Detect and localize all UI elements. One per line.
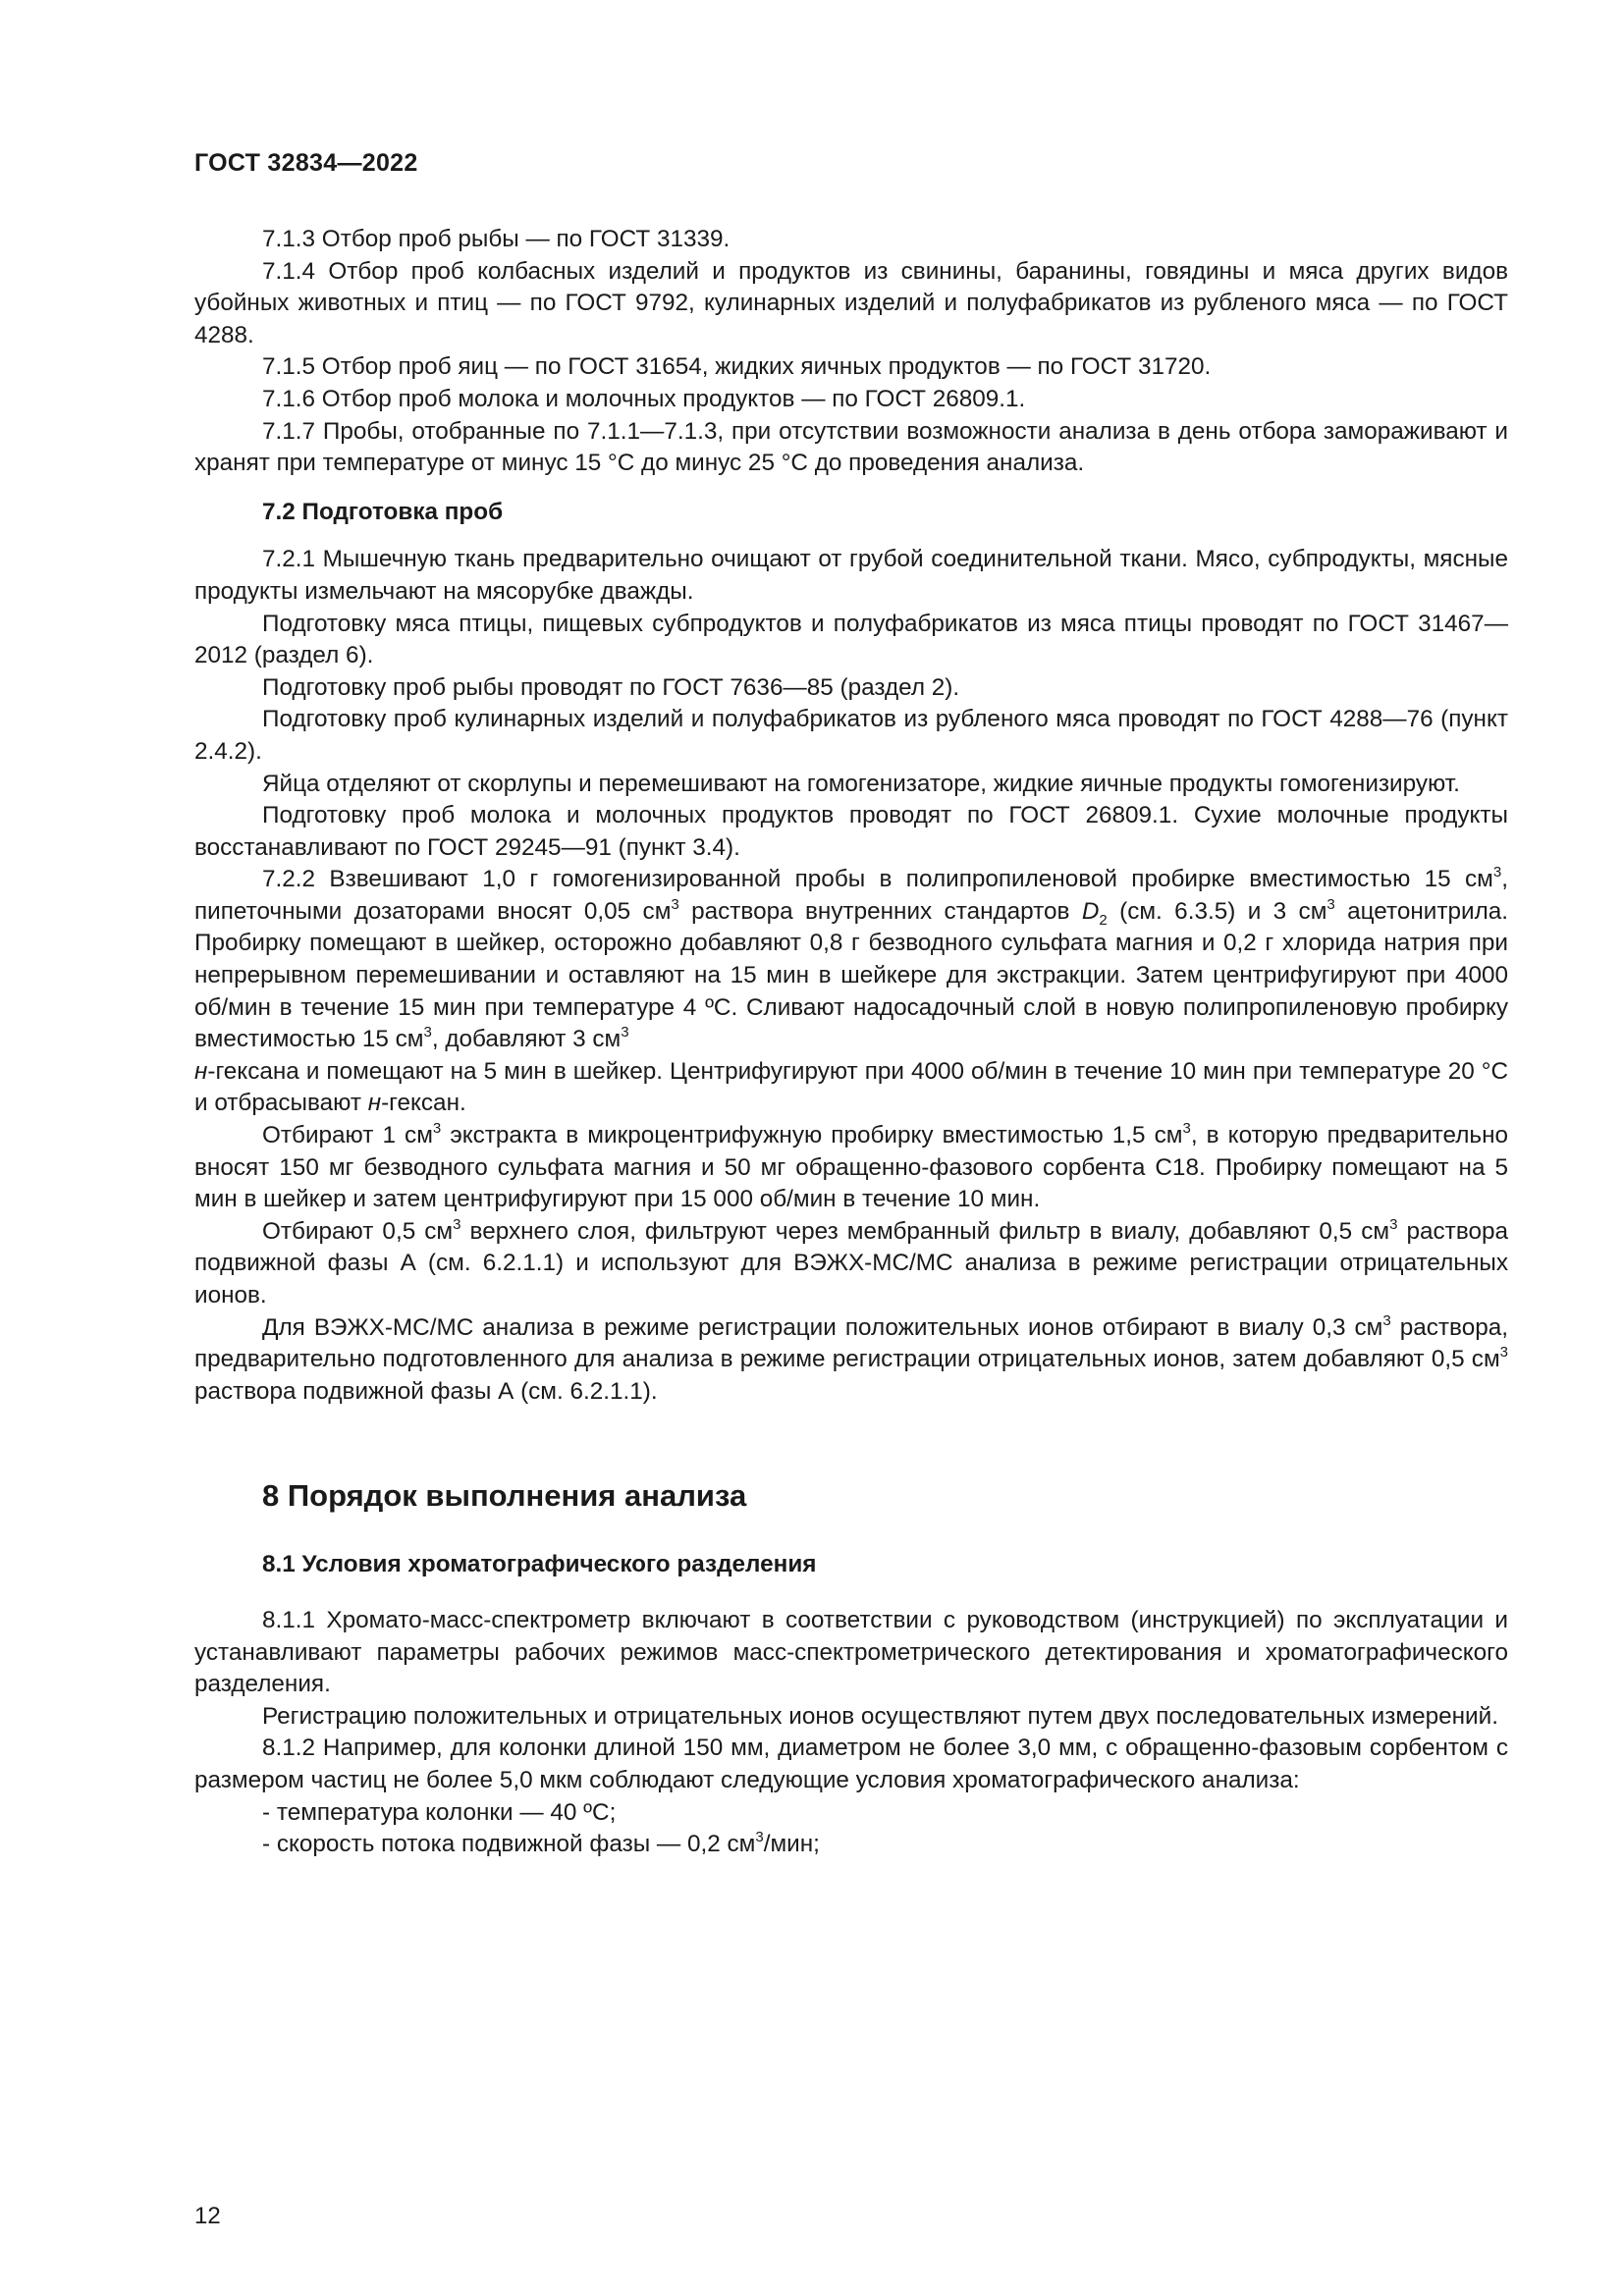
list-item-column-temperature: - температура колонки — 40 ºС; xyxy=(262,1798,617,1826)
clause-7-2-1: 7.2.1 Мышечную ткань предварительно очищают от грубой соединительной ткани. Мясо, субпродукты, мясные продукты измельчают на мясорубке дважды. xyxy=(194,546,1508,605)
list-item-flow-rate: - скорость потока подвижной фазы — 0,2 $см^3$/мин; xyxy=(262,1829,820,1858)
paragraph-eggs-prep: Яйца отделяют от скорлупы и перемешивают на гомогенизаторе, жидкие яичные продукты гомогенизируют. xyxy=(262,770,1460,797)
section-heading-8-1: 8.1 Условия хроматографического разделения xyxy=(262,1551,817,1578)
paragraph-poultry-prep: Подготовку мяса птицы, пищевых субпродуктов и полуфабрикатов из мяса птицы проводят по ГОСТ 31467—2012 (раздел 6). xyxy=(194,610,1508,669)
paragraph-milk-prep: Подготовку проб молока и молочных продуктов проводят по ГОСТ 26809.1. Сухие молочные продукты восстанавливают по ГОСТ 29245—91 (пункт 3.4). xyxy=(194,802,1508,861)
paragraph-positive-ions: Для ВЭЖХ-МС/МС анализа в режиме регистрации положительных ионов отбирают в виалу 0,3 $см^3$ раствора, предварительно подготовленного для анализа в режиме регистрации отрицательных ионов, затем добавляют 0,5 $см^3$ раствора подвижной фазы А (см. 6.2.1.1). xyxy=(194,1311,1508,1405)
clause-7-1-7: 7.1.7 Пробы, отобранные по 7.1.1—7.1.3, при отсутствии возможности анализа в день отбора замораживают и хранят при температуре от минус 15 °С до минус 25 °С до проведения анализа. xyxy=(194,417,1508,477)
document-body xyxy=(194,224,1508,1861)
section-heading-7-2: 7.2 Подготовка проб xyxy=(262,498,504,525)
paragraph-fish-prep: Подготовку проб рыбы проводят по ГОСТ 7636—85 (раздел 2). xyxy=(262,673,960,701)
clause-7-1-4: 7.1.4 Отбор проб колбасных изделий и продуктов из свинины, баранины, говядины и мяса других видов убойных животных и птиц — по ГОСТ 9792, кулинарных изделий и полуфабрикатов из рубленого мяса — по ГОСТ 4288. xyxy=(194,257,1508,348)
internal-standard-symbol: D xyxy=(1081,897,1100,925)
paragraph-upper-layer: Отбирают 0,5 $см^3$ верхнего слоя, фильтруют через мембранный фильтр в виалу, добавляют 0,5 $см^3$ раствора подвижной фазы А (см. 6.2.1.1) и используют для ВЭЖХ-МС/МС анализа в режиме регистрации отрицательных ионов. xyxy=(194,1215,1508,1308)
clause-7-1-5: 7.1.5 Отбор проб яиц — по ГОСТ 31654, жидких яичных продуктов — по ГОСТ 31720. xyxy=(262,353,1212,381)
paragraph-ion-registration: Регистрацию положительных и отрицательных ионов осуществляют путем двух последовательных измерений. xyxy=(262,1702,1498,1730)
paragraph-extract-transfer: Отбирают 1 $см^3$ экстракта в микроцентрифужную пробирку вместимостью 1,5 $см^3$, в которую предварительно вносят 150 мг безводного сульфата магния и 50 мг обращенно-фазового сорбента С18. Пробирку помещают на 5 мин в шейкер и затем центрифугируют при 15 000 об/мин в течение 10 мин. xyxy=(194,1120,1508,1213)
clause-7-1-3: 7.1.3 Отбор проб рыбы — по ГОСТ 31339. xyxy=(262,226,731,252)
paragraph-culinary-prep: Подготовку проб кулинарных изделий и полуфабрикатов из рубленого мяса проводят по ГОСТ 4288—76 (пункт 2.4.2). xyxy=(194,706,1508,765)
clause-8-1-2: 8.1.2 Например, для колонки длиной 150 мм, диаметром не более 3,0 мм, с обращенно-фазовым сорбентом с размером частиц не более 5,0 мкм соблюдают следующие условия хроматографического анализа: xyxy=(194,1735,1508,1793)
clause-7-1-6: 7.1.6 Отбор проб молока и молочных продуктов — по ГОСТ 26809.1. xyxy=(262,385,1026,412)
document-code-header: ГОСТ 32834—2022 xyxy=(194,149,418,177)
clause-8-1-1: 8.1.1 Хромато-масс-спектрометр включают в соответствии с руководством (инструкцией) по эксплуатации и устанавливают параметры рабочих режимов масс-спектрометрического детектирования и хроматографического разделения. xyxy=(194,1606,1508,1698)
page-number: 12 xyxy=(194,2203,221,2229)
section-heading-8: 8 Порядок выполнения анализа xyxy=(262,1478,747,1514)
clause-7-2-2: 7.2.2 Взвешивают 1,0 г гомогенизированной пробы в полипропиленовой пробирке вместимостью 15 $см^3$, пипеточными дозаторами вносят 0,05 $см^3$ раствора внутренних стандартов $D_2$ (см. 6.3.5) и 3 $см^3$ ацетонитрила. Пробирку помещают в шейкер, осторожно добавляют 0,8 г безводного сульфата магния и 0,2 г хлорида натрия при непрерывном перемешивании и оставляют на 15 мин в шейкере для экстракции. Затем центрифугируют при 4000 об/мин в течение 15 мин при температуре 4 ºС. Сливают надосадочный слой в новую полипропиленовую пробирку вместимостью 15 $см^3$, добавляют 3 $см^3$ н-гексана и помещают на 5 мин в шейкер. Центрифугируют при 4000 об/мин в течение 10 мин при температуре 20 °С и отбрасывают н-гексан. xyxy=(194,864,1509,1117)
